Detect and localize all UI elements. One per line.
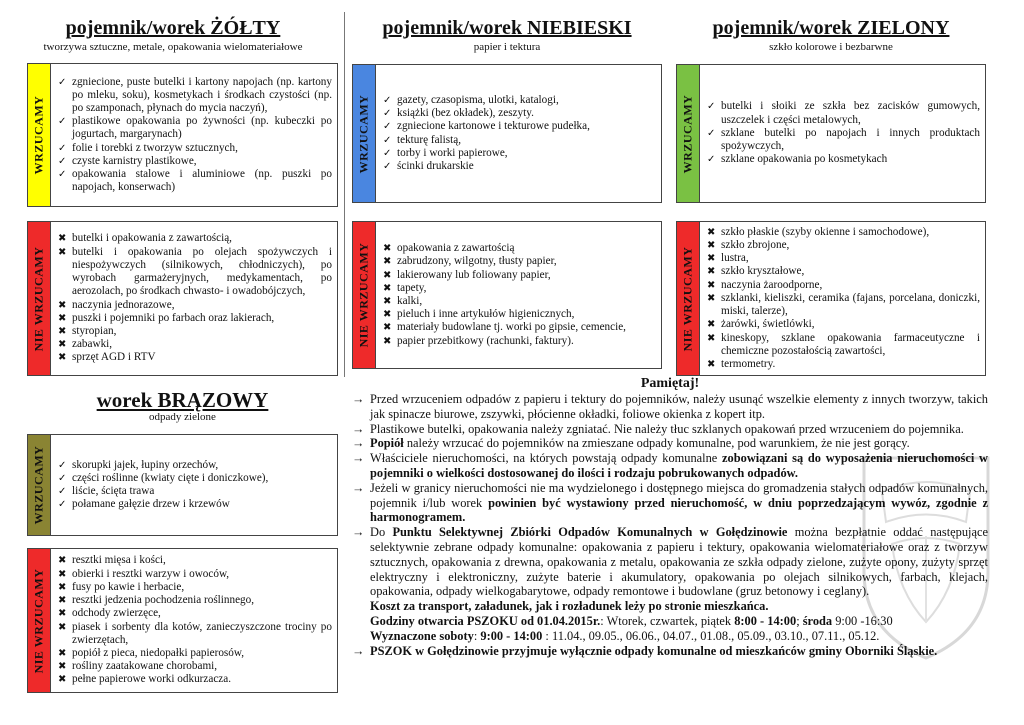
note-paper: → Przed wrzuceniem odpadów z papieru i tektury do pojemników, należy usunąć wszelkie elementy z innych tworzyw, takich jak spinacze biurowe, zszywki, płócienne okładki, foliowe okienka z kopert itp. — [352, 392, 988, 421]
list-item: ✖ butelki i opakowania po olejach spożywczych i niespożywczych (silnikowych, chłodniczych), po wyrobach garmażeryjnych, medykamentach, po aerozolach, po środkach chwasto- i owadobójczych, — [58, 245, 332, 298]
list-item: ✖ rośliny zaatakowane chorobami, — [58, 660, 218, 673]
arrow-icon: → — [352, 643, 365, 658]
note-transport: Koszt za transport, załadunek, jak i rozładunek leży po stronie mieszkańca. — [370, 599, 769, 614]
yellow-subtitle: tworzywa sztuczne, metale, opakowania wielomateriałowe — [43, 41, 303, 53]
note-saturdays: Wyznaczone soboty: 9:00 - 14:00 : 11.04., 09.05., 06.06., 04.07., 01.08., 05.09., 03.10., 07.11., 05.12. — [370, 628, 880, 643]
list-item: ✖ kalki, — [383, 295, 423, 307]
list-item: ✓ liście, ścięta trawa — [58, 485, 155, 497]
list-item: ✖ kineskopy, szklane opakowania farmaceutyczne i chemiczne pozostałością zawartości, — [707, 331, 980, 357]
list-item: ✖ pieluch i inne artykułów higienicznych, — [383, 308, 575, 321]
list-item: ✓ butelki i słoiki ze szkła bez zacisków gumowych, uszczelek i części metalowych, — [707, 100, 980, 126]
list-item: ✖ zabrudzony, wilgotny, tłusty papier, — [383, 255, 557, 268]
check-icon: ✓ — [58, 155, 67, 167]
list-item: ✖ papier przebitkowy (rachunki, faktury). — [383, 334, 574, 347]
note-hours: Godziny otwarcia PSZOKU od 01.04.2015r.: Wtorek, czwartek, piątek 8:00 - 14:00; środa 9:00 -16:30 — [370, 613, 893, 628]
brown-reject-box — [27, 548, 338, 693]
check-icon: ✓ — [58, 486, 67, 497]
cross-icon: ✖ — [58, 555, 67, 567]
cross-icon: ✖ — [58, 608, 67, 620]
list-item: ✖ naczynia jednorazowe, — [58, 298, 175, 311]
check-icon: ✓ — [58, 169, 67, 180]
arrow-icon: → — [352, 421, 365, 436]
blue-subtitle: papier i tektura — [473, 41, 541, 53]
cross-icon: ✖ — [58, 339, 67, 351]
list-item: ✖ fusy po kawie i herbacie, — [58, 580, 185, 593]
list-item: ✓ połamane gałęzie drzew i krzewów — [58, 498, 230, 511]
cross-icon: ✖ — [707, 319, 716, 331]
list-item: ✓ opakowania stalowe i aluminiowe (np. puszki po napojach, konserwach) — [58, 168, 332, 194]
cross-icon: ✖ — [58, 661, 67, 673]
band-label: NIE WRZUCAMY — [356, 242, 371, 348]
blue-title: pojemnik/worek NIEBIESKI — [382, 17, 632, 39]
blue-accept-box — [352, 64, 662, 203]
cross-icon: ✖ — [58, 674, 67, 686]
cross-icon: ✖ — [58, 233, 67, 245]
cross-icon: ✖ — [707, 292, 716, 304]
cross-icon: ✖ — [383, 309, 392, 321]
list-item: ✖ zabawki, — [58, 338, 113, 351]
list-item: ✖ szkło zbrojone, — [707, 239, 790, 252]
cross-icon: ✖ — [707, 358, 716, 370]
cross-icon: ✖ — [707, 279, 716, 291]
band-label: WRZUCAMY — [31, 445, 46, 525]
check-icon: ✓ — [383, 147, 392, 159]
list-item: ✖ żarówki, świetlówki, — [707, 318, 815, 331]
list-item: ✓ folie i torebki z tworzyw sztucznych, — [58, 141, 238, 154]
cross-icon: ✖ — [58, 647, 67, 659]
yellow-title: pojemnik/worek ŻÓŁTY — [65, 17, 281, 39]
cross-icon: ✖ — [707, 332, 716, 344]
check-icon: ✓ — [58, 499, 67, 511]
list-item: ✓ gazety, czasopisma, ulotki, katalogi, — [383, 93, 559, 106]
check-icon: ✓ — [58, 116, 67, 128]
list-item: ✖ resztki mięsa i kości, — [58, 554, 166, 567]
cross-icon: ✖ — [383, 296, 392, 307]
yellow-reject-box — [27, 221, 338, 376]
list-item: ✖ odchody zwierzęce, — [58, 607, 161, 620]
band-blue-accept — [353, 65, 376, 202]
list-item: ✓ plastikowe opakowania po żywności (np. kubeczki po jogurtach, margarynach) — [58, 115, 332, 141]
cross-icon: ✖ — [383, 282, 392, 294]
list-item: ✖ resztki jedzenia pochodzenia roślinnego, — [58, 594, 255, 607]
check-icon: ✓ — [383, 108, 392, 120]
list-item: ✖ piasek i sorbenty dla kotów, zanieczyszczone trociny po zwierzętach, — [58, 620, 332, 646]
list-item: ✖ szkło płaskie (szyby okienne i samochodowe), — [707, 225, 930, 238]
band-brown-reject — [28, 549, 51, 692]
cross-icon: ✖ — [383, 322, 392, 334]
check-icon: ✓ — [383, 94, 392, 106]
brown-title: worek BRĄZOWY — [96, 388, 269, 412]
blue-reject-box — [352, 221, 662, 369]
cross-icon: ✖ — [58, 312, 67, 324]
note-ash: → Popiół należy wrzucać do pojemników na zmieszane odpady komunalne, pod warunkiem, że nie jest gorący. — [352, 436, 910, 451]
list-item: ✖ szkło kryształowe, — [707, 265, 805, 278]
list-item: ✓ torby i worki papierowe, — [383, 146, 508, 159]
list-item: ✖ obierki i resztki warzyw i owoców, — [58, 567, 230, 580]
check-icon: ✓ — [383, 160, 392, 172]
note-plastic: → Plastikowe butelki, opakowania należy zgniatać. Nie należy tłuc szklanych opakowań przed wrzuceniem do pojemnika. — [352, 421, 964, 436]
list-item: ✖ tapety, — [383, 281, 427, 294]
check-icon: ✓ — [707, 101, 716, 113]
band-yellow-reject — [28, 222, 51, 375]
notes-title: Pamiętaj! — [640, 376, 700, 391]
arrow-icon: → — [352, 451, 365, 466]
brown-accept-box — [27, 434, 338, 536]
cross-icon: ✖ — [707, 226, 716, 238]
list-item: ✓ skorupki jajek, łupiny orzechów, — [58, 458, 219, 471]
band-label: NIE WRZUCAMY — [680, 246, 695, 351]
cross-icon: ✖ — [383, 256, 392, 268]
cross-icon: ✖ — [383, 243, 392, 255]
list-item: ✓ szklane butelki po napojach i innych produktach spożywczych, — [707, 126, 980, 153]
list-item: ✖ opakowania z zawartością — [383, 242, 515, 255]
list-item: ✖ lakierowany lub foliowany papier, — [383, 268, 551, 281]
cross-icon: ✖ — [58, 246, 67, 258]
cross-icon: ✖ — [58, 352, 67, 364]
list-item: ✖ materiały budowlane tj. worki po gipsie, cemencie, — [383, 321, 626, 334]
list-item: ✓ ścinki drukarskie — [383, 159, 474, 172]
arrow-icon: → — [352, 525, 365, 540]
check-icon: ✓ — [58, 142, 67, 154]
band-label: WRZUCAMY — [680, 94, 695, 173]
arrow-icon: → — [352, 392, 365, 406]
check-icon: ✓ — [707, 154, 716, 166]
note-pszok: → Do Punktu Selektywnej Zbiórki Odpadów Komunalnych w Gołędzinowie można bezpłatnie oddać następujące selektywnie zebrane odpady komunalne: opakowania z papieru i tektury, opakowania wielomateriałowe oraz z tworzyw sztucznych, opakowania z drewna, opakowania z metalu, opakowania ze szkła odpady zielone, zużyte opony, zużyty sprzęt elektryczny i elektroniczny, zużyte baterie i akumulatory, opakowania po olejach silnikowych, farbach, klejach, opakowania, odpady wielkogabarytowe, odpady remontowe i budowlane (gruz betonowy i ceglany). — [352, 525, 988, 599]
list-item: ✖ butelki i opakowania z zawartością, — [58, 232, 232, 245]
list-item: ✖ lustra, — [707, 252, 749, 265]
note-owners: → Właściciele nieruchomości, na których powstają odpady komunalne zobowiązani są do wyposażenia nieruchomości w pojemniki o wielkości dostosowanej do ilości i rodzaju pobrukowanych odpadów. — [352, 451, 988, 480]
cross-icon: ✖ — [58, 595, 67, 607]
cross-icon: ✖ — [383, 335, 392, 347]
green-reject-box — [676, 221, 986, 376]
list-item: ✓ zgniecione kartonowe i tekturowe pudełka, — [383, 120, 590, 133]
arrow-icon: → — [352, 480, 365, 495]
check-icon: ✓ — [383, 134, 392, 146]
check-icon: ✓ — [58, 459, 67, 471]
cross-icon: ✖ — [58, 581, 67, 593]
list-item: ✖ popiół z pieca, niedopałki papierosów, — [58, 646, 245, 659]
list-item: ✖ termometry. — [707, 357, 776, 370]
cross-icon: ✖ — [707, 240, 716, 252]
cross-icon: ✖ — [58, 299, 67, 311]
cross-icon: ✖ — [58, 568, 67, 580]
band-brown-accept — [28, 435, 51, 535]
list-item: ✖ sprzęt AGD i RTV — [58, 351, 156, 364]
yellow-accept-box — [27, 63, 338, 207]
list-item: ✖ pełne papierowe worki odkurzacza. — [58, 673, 232, 686]
note-placement: → Jeżeli w granicy nieruchomości nie ma wydzielonego i dostępnego miejsca do gromadzenia stałych odpadów komunalnych, pojemnik i/lub worek powinien być wystawiony przed nieruchomość, w dniu poprzedzającym wywóz, zgodnie z harmonogramem. — [352, 480, 988, 525]
band-green-reject — [677, 222, 700, 375]
band-label: WRZUCAMY — [31, 95, 46, 175]
notes-section — [352, 376, 988, 658]
check-icon: ✓ — [383, 121, 392, 133]
cross-icon: ✖ — [707, 253, 716, 265]
green-title: pojemnik/worek ZIELONY — [712, 17, 950, 39]
band-yellow-accept — [28, 64, 51, 206]
list-item: ✖ szklanki, kieliszki, ceramika (fajans, porcelana, doniczki, miski, talerze), — [707, 291, 980, 318]
column-divider — [344, 12, 345, 377]
cross-icon: ✖ — [58, 325, 67, 337]
check-icon: ✓ — [58, 76, 67, 88]
check-icon: ✓ — [707, 127, 716, 139]
brown-subtitle: odpady zielone — [149, 411, 216, 423]
cross-icon: ✖ — [58, 621, 67, 633]
list-item: ✓ zgniecione, puste butelki i kartony napojach (np. kartony po mleku, soku), kosmetykach i środkach czystości (np. po szamponach, płynach do mycia naczyń), — [58, 75, 332, 114]
list-item: ✓ części roślinne (kwiaty cięte i doniczkowe), — [58, 471, 269, 484]
green-accept-box — [676, 64, 986, 203]
list-item: ✖ naczynia żaroodporne, — [707, 278, 823, 291]
band-green-accept — [677, 65, 700, 202]
band-blue-reject — [353, 222, 376, 368]
cross-icon: ✖ — [707, 266, 716, 278]
band-label: NIE WRZUCAMY — [31, 246, 46, 351]
arrow-icon: → — [352, 436, 365, 451]
green-subtitle: szkło kolorowe i bezbarwne — [769, 41, 893, 53]
list-item: ✓ czyste karnistry plastikowe, — [58, 154, 197, 167]
list-item: ✓ szklane opakowania po kosmetykach — [707, 153, 888, 166]
band-label: NIE WRZUCAMY — [31, 568, 46, 673]
check-icon: ✓ — [58, 472, 67, 484]
list-item: ✓ książki (bez okładek), zeszyty. — [383, 107, 534, 120]
note-residents: → PSZOK w Gołędzinowie przyjmuje wyłącznie odpady komunalne od mieszkańców gminy Oborniki Śląskie. — [352, 643, 938, 658]
cross-icon: ✖ — [383, 269, 392, 281]
band-label: WRZUCAMY — [356, 94, 371, 173]
list-item: ✓ tekturę falistą, — [383, 133, 461, 146]
list-item: ✖ styropian, — [58, 324, 117, 337]
list-item: ✖ puszki i pojemniki po farbach oraz lakierach, — [58, 311, 275, 324]
